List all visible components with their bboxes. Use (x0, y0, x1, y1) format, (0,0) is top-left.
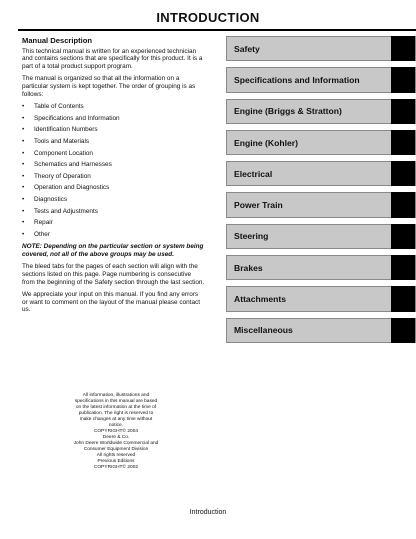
copyright-line: Consumer Equipment Division (83, 447, 149, 452)
copyright-line: John Deere Worldwide Commercial and (73, 441, 159, 446)
section-tab[interactable] (226, 130, 416, 155)
copyright-line: COPYRIGHT© 2004 (93, 429, 139, 434)
list-item: • Table of Contents (22, 103, 205, 111)
copyright-line: specifications in this manual are based (74, 399, 158, 404)
copyright-block (60, 393, 172, 471)
section-tab-label: Safety (234, 43, 260, 54)
copyright-line: on the latest information at the time of (75, 405, 157, 410)
bleed-tab-marker (391, 67, 415, 92)
section-heading: Manual Description (22, 36, 93, 45)
section-tab[interactable] (226, 255, 416, 280)
list-item: • Schematics and Harnesses (22, 161, 205, 169)
copyright-line: publication. The right is reserved to (78, 411, 154, 416)
list-item: • Repair (22, 219, 205, 227)
note-paragraph: NOTE: Depending on the particular section or system being covered, not all of the above groups may be used. (22, 243, 204, 258)
intro-paragraph: This technical manual is written for an experienced technician and contains sections that are specifically for this product. It is a part of a total product support program. (22, 47, 203, 70)
bleed-tab-marker (391, 192, 415, 217)
list-item: • Diagnostics (22, 196, 205, 204)
section-tab-label: Engine (Briggs & Stratton) (234, 106, 342, 117)
grouping-list (22, 103, 205, 238)
list-item: • Component Location (22, 150, 205, 158)
bleed-tab-marker (391, 130, 415, 155)
organization-paragraph: The manual is organized so that all the information on a particular system is kept together. The order of grouping is as follows: (22, 75, 196, 98)
section-tab[interactable] (226, 36, 416, 61)
section-tab-label: Steering (234, 231, 269, 242)
section-tab-label: Brakes (234, 262, 263, 273)
bleed-tab-marker (391, 255, 415, 280)
copyright-line: make changes at any time without (79, 417, 153, 422)
copyright-line: Previous Editions (97, 459, 135, 464)
bleed-tab-marker (391, 36, 415, 61)
section-tab-label: Specifications and Information (234, 74, 360, 85)
section-tab[interactable] (226, 192, 416, 217)
list-item: • Identification Numbers (22, 126, 205, 134)
bleed-tab-marker (391, 161, 415, 186)
copyright-line: All information, illustrations and (82, 393, 150, 398)
section-tab[interactable] (226, 286, 416, 311)
copyright-line: COPYRIGHT© 2002 (93, 465, 139, 470)
copyright-line: notice. (108, 423, 124, 428)
copyright-line: Deere & Co. (102, 435, 130, 440)
list-item: • Theory of Operation (22, 173, 205, 181)
list-item: • Other (22, 231, 205, 239)
section-tab-label: Power Train (234, 200, 283, 211)
bleed-tab-marker (391, 286, 415, 311)
copyright-line: All rights reserved (96, 453, 136, 458)
list-item: • Operation and Diagnostics (22, 184, 205, 192)
section-tab-label: Miscellaneous (234, 325, 293, 336)
section-tab[interactable] (226, 67, 416, 92)
section-tab-label: Attachments (234, 294, 287, 305)
bleed-tab-marker (391, 99, 415, 124)
section-tab-label: Engine (Kohler) (234, 137, 298, 148)
list-item: • Tests and Adjustments (22, 208, 205, 216)
feedback-paragraph: We appreciate your input on this manual. If you find any errors or want to comment on the layout of the manual please contact us. (22, 291, 200, 314)
section-tab[interactable] (226, 224, 416, 249)
section-tab[interactable] (226, 161, 416, 186)
section-tab[interactable] (226, 99, 416, 124)
bleed-tab-marker (391, 318, 415, 343)
section-tab-label: Electrical (234, 168, 273, 179)
list-item: • Tools and Materials (22, 138, 205, 146)
manual-description (22, 37, 205, 319)
title-rule (18, 29, 416, 31)
bleed-tab-marker (391, 224, 415, 249)
section-tab[interactable] (226, 318, 416, 343)
footer-label: Introduction (189, 509, 227, 516)
page-title: INTRODUCTION (156, 10, 260, 25)
bleed-tabs-paragraph: The bleed tabs for the pages of each section will align with the sections listed on this page. Page numbering is consecutive from the beginning of the Safety section through the last section. (22, 263, 205, 286)
list-item: • Specifications and Information (22, 115, 205, 123)
section-tabs (226, 36, 416, 343)
